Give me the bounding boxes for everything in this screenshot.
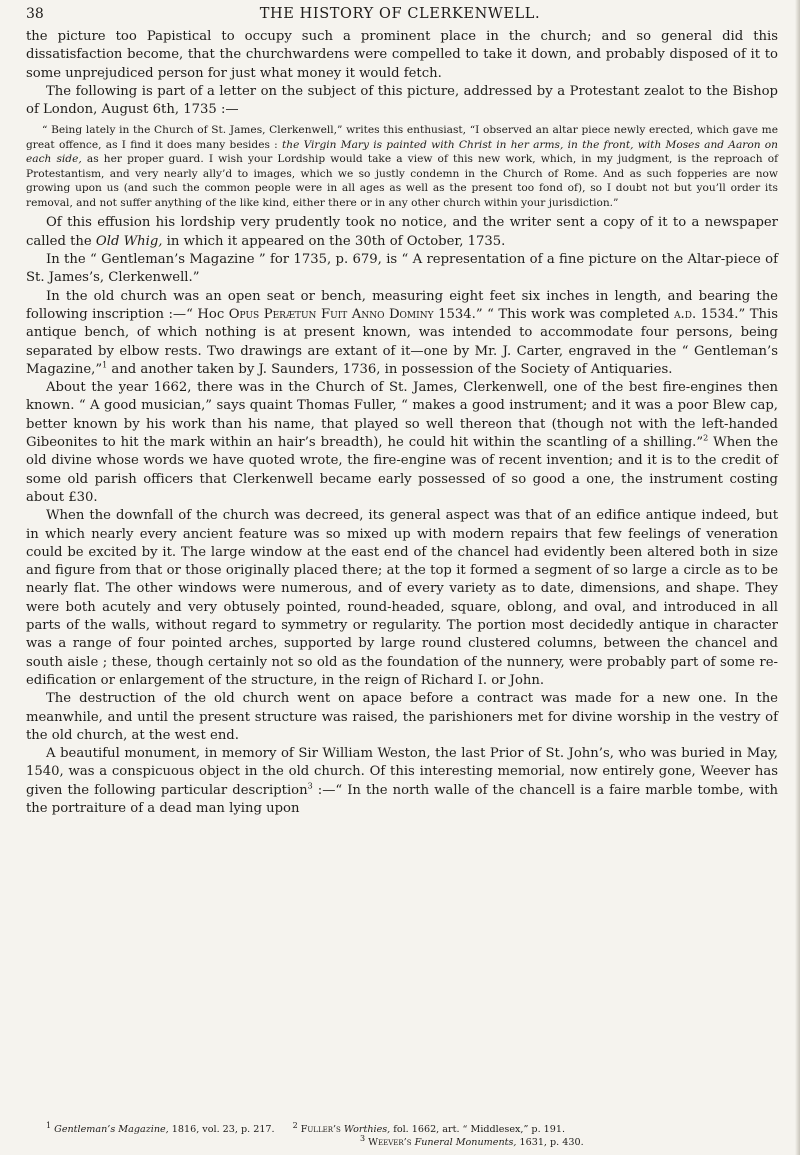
paragraph-1: the picture too Papistical to occupy such a prominent place in the church; and so general did this dissatisfaction become, that the churchwardens were compelled to take it down, and probably disposed of it to some unprejudiced person for just what money it would fetch. [26, 29, 778, 81]
footnote-line-2 [26, 1133, 778, 1150]
running-title: THE HISTORY OF CLERKENWELL. [259, 6, 541, 22]
page-number: 38 [26, 6, 44, 22]
inscription-text: Opus Perætun Fuit Anno Dominy [228, 306, 434, 322]
footnote-2-text: fol. 1662, art. “ Middlesex,” p. 191. [390, 1124, 566, 1135]
paragraph-8: The destruction of the old church went on apace before a contract was made for a new one. In the meanwhile, and until the present structure was raised, the parishioners met for divine worship in the vestry of the old church, at the west end. [26, 691, 778, 743]
footnote-ref-1: 1 [102, 360, 108, 370]
body-text [26, 28, 778, 818]
paragraph-9 [26, 745, 778, 818]
paragraph-5-text-a: In the old church was an open seat or bench, measuring eight feet six inches in length, and bearing the following inscription :—“ Hoc [26, 288, 778, 322]
quote-part-a: “ Being lately in the Church of St. James, Clerkenwell,” writes this enthusiast, “I observed an altar piece newly erected, which gave me great offence, as I find it does many besides : [26, 124, 778, 151]
page-edge-shadow [795, 0, 800, 1155]
paragraph-3-text-b: in which it appeared on the 30th of October, 1735. [162, 233, 506, 249]
footnotes [26, 1120, 778, 1149]
quote-italic: the Virgin Mary is painted with Christ in her arms, in the front, with Moses and Aaron on each side, [26, 138, 778, 166]
paragraph-7: When the downfall of the church was decreed, its general aspect was that of an edifice antique indeed, but in which nearly every ancient feature was so mixed up with modern repairs that few feelings of veneration could be excited by it. The large window at the east end of the chancel had evidently been altered both in size and figure from that or those originally placed there; at the top it formed a segment of so large a circle as to be nearly flat. The other windows were numerous, and of every variety as to date, dimensions, and shape. They were both acutely and very obtusely pointed, round-headed, square, oblong, and oval, and introduced in all parts of the walls, without regard to symmetry or regularity. The portion most decidedly antique in character was a range of four pointed arches, supported by large round clustered columns, between the chancel and south aisle ; these, though certainly not so old as the foundation of the nunnery, were probably part of some re-edification or enlargement of the structure, in the reign of Richard I. or John. [26, 508, 778, 688]
paragraph-9-text-b: :—“ In the north walle of the chancell is a faire marble tombe, with the portraiture of a dead man lying upon [26, 782, 778, 816]
paragraph-5-text-d: and another taken by J. Saunders, 1736, in possession of the Society of Antiquaries. [107, 361, 673, 377]
paragraph-6-text-b: When the old divine whose words we have quoted wrote, the fire-engine was of recent invention; and it is to the credit of some old parish officers that Clerkenwell became early possessed of so good a one, the instrument costing about £30. [26, 435, 779, 505]
footnote-mark-3: 3 [360, 1133, 366, 1143]
footnote-1-title: Gentleman’s Magazine, [54, 1124, 169, 1135]
paragraph-6 [26, 379, 778, 507]
paragraph-6-text-a: About the year 1662, there was in the Church of St. James, Clerkenwell, one of the best fire-engines then known. “ A good musician,” says quaint Thomas Fuller, “ makes a good instrument; and it was a poor Blew cap, better known by his work than his name, that played so well thereon that (though not with the left-handed Gibeonites to hit the mark within an hair’s breadth), he could hit within the scantling of a shilling.” [26, 380, 778, 451]
footnote-mark-2: 2 [292, 1120, 298, 1130]
footnote-ref-2: 2 [703, 433, 709, 443]
paragraph-5-text-b: 1534.” “ This work was completed [433, 306, 675, 322]
paragraph-5 [26, 288, 778, 379]
footnote-line-1 [26, 1120, 778, 1137]
paragraph-9-text-a: A beautiful monument, in memory of Sir William Weston, the last Prior of St. John’s, who was buried in May, 1540, was a conspicuous object in the old church. Of this interesting memorial, now entirely gone, Weever has given the following particular description [26, 746, 778, 798]
paragraph-4: In the “ Gentleman’s Magazine ” for 1735, p. 679, is “ A representation of a fine picture on the Altar-piece of St. James’s, Clerkenwell.” [26, 252, 778, 286]
letter-quote [26, 123, 778, 210]
paragraph-2: The following is part of a letter on the subject of this picture, addressed by a Protestant zealot to the Bishop of London, August 6th, 1735 :— [26, 83, 778, 118]
footnote-3-title: Funeral Monuments, [414, 1136, 517, 1148]
footnote-2-author: Fuller’s [300, 1124, 341, 1135]
quote-part-b: as her proper guard. I wish your Lordship would take a view of this new work, which, in my judgment, is the reproach of Protestantism, and very nearly ally’d to images, which we so justly condemn in the Church of Rome. And as such fopperies are now growing upon us (and such the common people were in all ages as well as the present too fond of), so I doubt not but you’ll order its removal, and not suffer anything of the like kind, either there or in any other church within your jurisdiction.” [26, 153, 778, 209]
footnote-1-text: 1816, vol. 23, p. 217. [168, 1124, 275, 1135]
footnote-3-text: 1631, p. 430. [516, 1136, 584, 1148]
footnote-3-author: Weever’s [368, 1136, 412, 1148]
paragraph-5-text-c: 1534.” This antique bench, of which nothing is at present known, was intended to accommodate four persons, being separated by elbow rests. Two drawings are extant of it—one by Mr. J. Carter, engraved in the “ Gentleman’s Magazine,” [26, 306, 779, 377]
newspaper-title: Old Whig, [95, 233, 163, 249]
footnote-mark-1: 1 [46, 1120, 52, 1130]
footnote-2-title: Worthies, [343, 1124, 391, 1135]
anno-domini: a.d. [674, 306, 697, 322]
paragraph-3-text-a: Of this effusion his lordship very prudently took no notice, and the writer sent a copy of it to a newspaper called the [26, 215, 778, 249]
paragraph-3 [26, 214, 778, 251]
footnote-ref-3: 3 [307, 781, 313, 791]
